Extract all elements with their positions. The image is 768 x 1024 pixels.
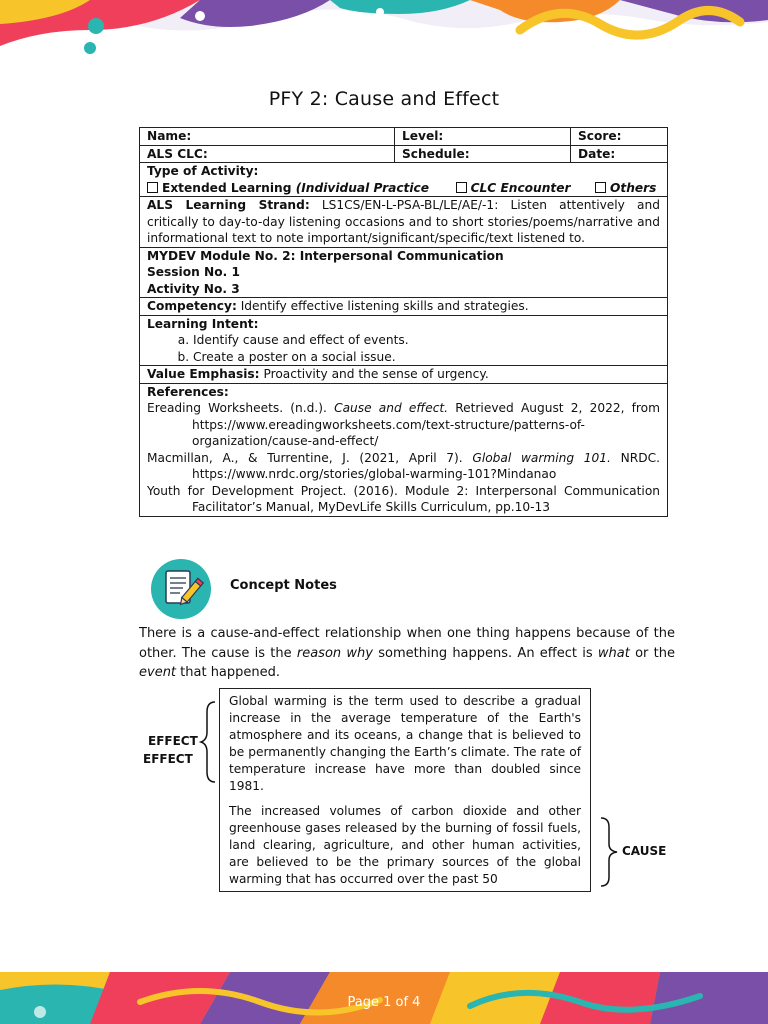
cause-effect-example-box [219,688,591,892]
competency-label: Competency: [147,299,237,313]
activity-type-label: Type of Activity: [147,164,259,178]
competency-cell [140,298,668,316]
value-emphasis-label: Value Emphasis: [147,367,260,381]
learning-intent-item: b. Create a poster on a social issue. [193,349,660,366]
level-label: Level: [395,128,571,146]
effect-text: Global warming is the term used to describe a gradual increase in the average temperature of the Earth's atmosphere and its oceans, a change that is believed to be permanently changing the Earth’s climate. The rate of temperature increase have more than doubled since 1981. [229,694,581,793]
notepad-pencil-icon [150,558,212,620]
name-label: Name: [140,128,395,146]
top-banner-decoration [0,0,768,60]
effect-label: EFFECT [148,734,198,748]
extended-learning-label: Extended Learning [162,180,292,195]
concept-paragraph: There is a cause-and-effect relationship when one thing happens because of the other. The cause is the reason why something happens. An effect is what or the event that happened. [139,626,675,680]
effect-brace [199,700,219,784]
module-cell [140,247,668,298]
score-label: Score: [571,128,668,146]
page-number-label: Page 1 of 4 [347,995,421,1010]
others-label: Others [610,180,657,195]
module-title: MYDEV Module No. 2: Interpersonal Communication [147,248,504,263]
reference-item: Macmillan, A., & Turrentine, J. (2021, April 7). Global warming 101. NRDC. https://www.nrdc.org/stories/global-warming-101?Mindanao [147,450,660,481]
value-emphasis-text: Proactivity and the sense of urgency. [263,367,489,381]
references-label: References: [147,384,229,399]
learning-intent-label: Learning Intent: [147,316,259,331]
clc-encounter-checkbox[interactable] [456,182,467,193]
page-title: PFY 2: Cause and Effect [268,88,500,110]
date-label: Date: [571,145,668,163]
effect-label-repeat: EFFECT [143,752,193,766]
cause-brace [598,816,620,888]
cause-text: The increased volumes of carbon dioxide and other greenhouse gases released by the burning of fossil fuels, land clearing, agriculture, and other human activities, are believed to be the primary sources of the global warming that has occurred over the past 50 [229,804,581,887]
learning-strand-label: ALS Learning Strand: [147,198,310,212]
als-clc-label: ALS CLC: [140,145,395,163]
others-checkbox[interactable] [595,182,606,193]
competency-text: Identify effective listening skills and strategies. [240,299,529,313]
activity-number: Activity No. 3 [147,281,240,296]
learning-intent-cell [140,315,668,366]
cause-label: CAUSE [622,844,667,858]
session-number: Session No. 1 [147,265,240,279]
reference-item: Ereading Worksheets. (n.d.). Cause and effect. Retrieved August 2, 2022, from https://www.ereadingworksheets.com/text-structure/patterns-of-organization/cause-and-effect/ [147,401,661,448]
extended-learning-detail: (Individual Practice [295,180,430,195]
learning-strand-text: LS1CS/EN-L-PSA-BL/LE/AE/-1: Listen attentively and critically to day-to-day listening occasions and to short stories/poems/narrative and informational text to note important/significant/specific/text listened to. [147,198,660,245]
clc-encounter-label: CLC Encounter [470,180,571,195]
value-emphasis-cell [140,366,668,384]
schedule-label: Schedule: [395,145,571,163]
reference-item: Youth for Development Project. (2016). Module 2: Interpersonal Communication Facilitator’s Manual, MyDevLife Skills Curriculum, pp.10-13 [147,483,660,514]
learning-intent-item: a. Identify cause and effect of events. [193,332,660,349]
activity-type-cell [140,163,668,197]
extended-learning-checkbox[interactable] [147,182,158,193]
learning-strand-cell [140,197,668,248]
references-cell [140,383,668,516]
activity-info-table [139,127,668,517]
concept-notes-title: Concept Notes [230,578,337,593]
